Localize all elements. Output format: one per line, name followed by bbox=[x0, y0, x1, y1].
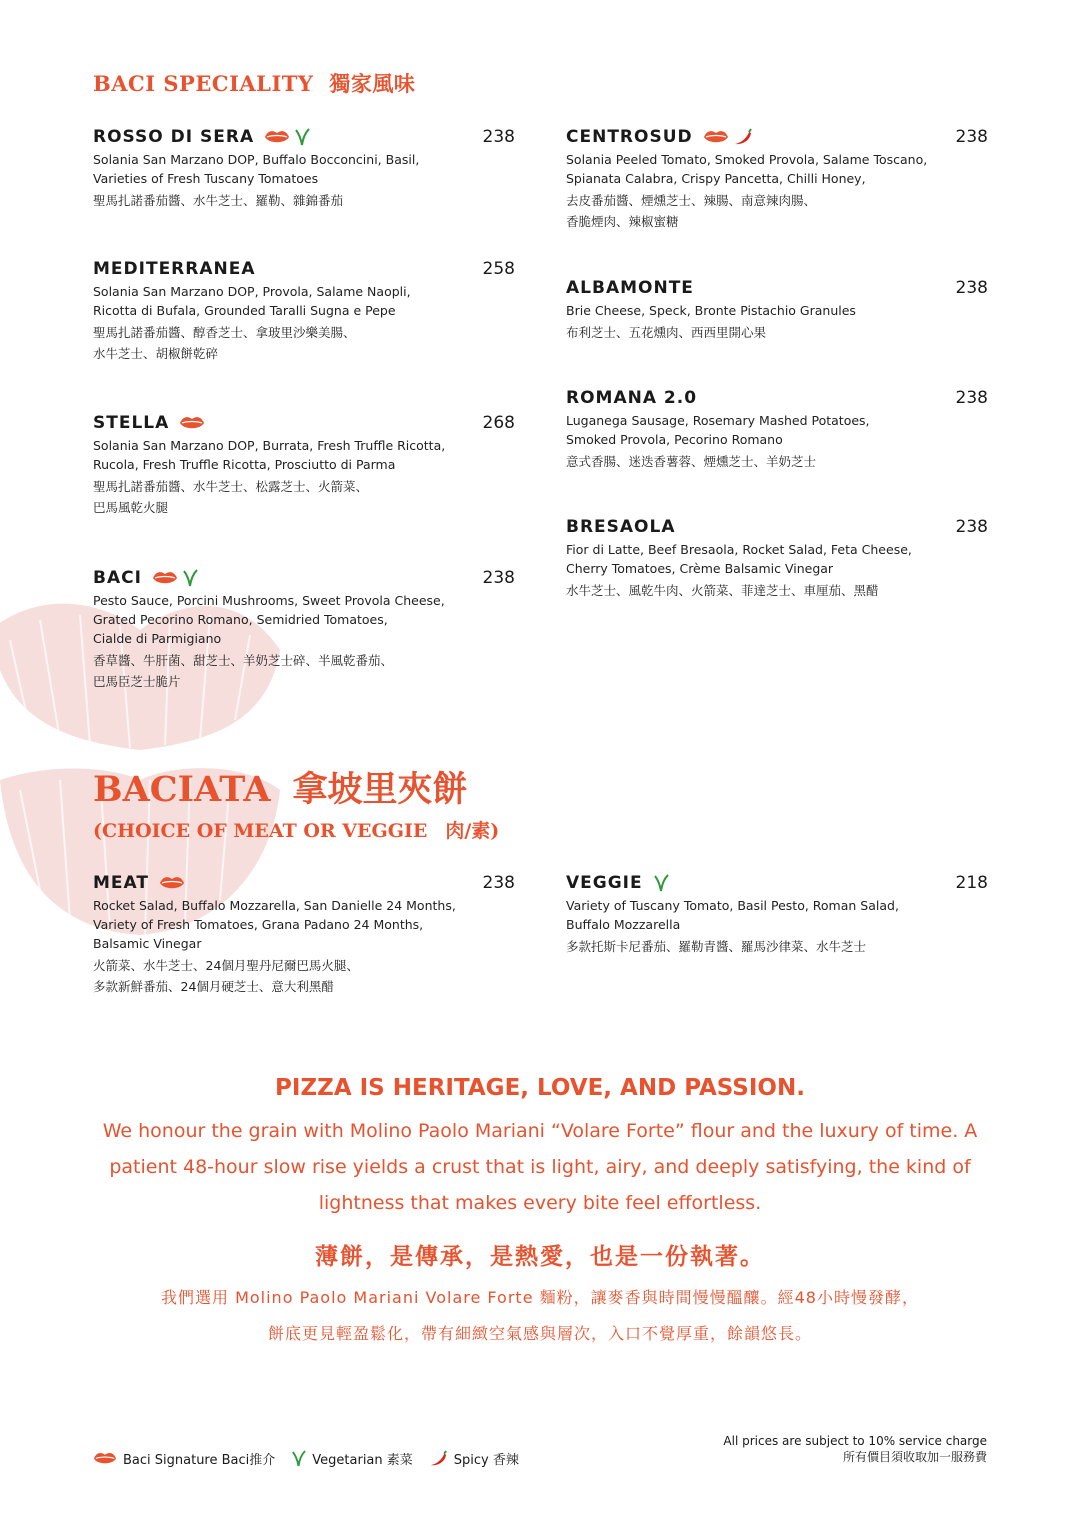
menu-item-meat bbox=[93, 871, 515, 997]
item-name: STELLA bbox=[93, 413, 170, 433]
chili-icon bbox=[733, 128, 753, 146]
leaf-icon bbox=[653, 874, 669, 892]
item-price: 238 bbox=[482, 873, 515, 893]
item-description-zh: 聖馬扎諾番茄醬、醇香芝士、拿玻里沙樂美腸、 水牛芝士、胡椒餅乾碎 bbox=[93, 325, 356, 361]
heritage-body: We honour the grain with Molino Paolo Mariani “Volare Forte” flour and the luxury of time. A patient 48-hour slow rise yields a crust that is light, airy, and deeply satisfying, the kind of lightness that makes every bite feel effortless. bbox=[102, 1120, 978, 1214]
menu-item-mediterranea bbox=[93, 257, 515, 364]
baciata-title bbox=[93, 762, 468, 812]
item-description: Solania San Marzano DOP, Provola, Salame Naopli, Ricotta di Bufala, Grounded Taralli Sugna e Pepe bbox=[93, 284, 411, 318]
lips-icon bbox=[152, 570, 178, 586]
lips-icon bbox=[93, 1451, 117, 1466]
chili-icon bbox=[429, 1450, 448, 1467]
item-description-zh: 去皮番茄醬、煙燻芝士、辣腸、南意辣肉腸、 香脆煙肉、辣椒蜜糖 bbox=[566, 193, 817, 229]
legend-signature bbox=[93, 1449, 275, 1468]
item-name: ALBAMONTE bbox=[566, 278, 694, 298]
heritage-body-zh-line1: 我們選用 Molino Paolo Mariani Volare Forte 麵粉，讓麥香與時間慢慢醞釀。經48小時慢發酵， bbox=[160, 1288, 919, 1307]
service-charge-zh: 所有價目須收取加一服務費 bbox=[842, 1450, 987, 1464]
item-description-zh: 火箭菜、水牛芝士、24個月聖丹尼爾巴馬火腿、 多款新鮮番茄、24個月硬芝士、意大利黑醋 bbox=[93, 958, 359, 994]
speciality-title-en: BACI SPECIALITY bbox=[93, 71, 314, 96]
leaf-icon bbox=[182, 569, 198, 587]
item-description: Variety of Tuscany Tomato, Basil Pesto, Roman Salad, Buffalo Mozzarella bbox=[566, 898, 899, 932]
item-name: VEGGIE bbox=[566, 873, 643, 893]
heritage-title-zh: 薄餅，是傳承，是熱愛，也是一份執著。 bbox=[315, 1244, 765, 1270]
item-price: 218 bbox=[955, 873, 988, 893]
lips-icon bbox=[264, 129, 290, 145]
menu-item-centrosud bbox=[566, 125, 988, 232]
item-description: Solania San Marzano DOP, Burrata, Fresh Truffle Ricotta, Rucola, Fresh Truffle Ricotta, Prosciutto di Parma bbox=[93, 438, 446, 472]
item-name: CENTROSUD bbox=[566, 127, 693, 147]
item-price: 238 bbox=[955, 517, 988, 537]
item-price: 238 bbox=[955, 388, 988, 408]
item-name: ROSSO DI SERA bbox=[93, 127, 255, 147]
item-price: 238 bbox=[955, 278, 988, 298]
item-description: Pesto Sauce, Porcini Mushrooms, Sweet Provola Cheese, Grated Pecorino Romano, Semidried Tomatoes, Cialde di Parmigiano bbox=[93, 593, 445, 646]
speciality-title bbox=[93, 68, 415, 98]
item-description: Fior di Latte, Beef Bresaola, Rocket Salad, Feta Cheese, Cherry Tomatoes, Crème Balsamic Vinegar bbox=[566, 542, 912, 576]
menu-item-stella bbox=[93, 411, 515, 518]
baciata-title-zh: 拿坡里夾餅 bbox=[292, 769, 468, 810]
item-price: 268 bbox=[482, 413, 515, 433]
item-price: 238 bbox=[482, 568, 515, 588]
item-description-zh: 聖馬扎諾番茄醬、水牛芝士、羅勒、雜錦番茄 bbox=[93, 193, 344, 208]
item-description: Rocket Salad, Buffalo Mozzarella, San Danielle 24 Months, Variety of Fresh Tomatoes, Grana Padano 24 Months, Balsamic Vinegar bbox=[93, 898, 456, 951]
baciata-subtitle bbox=[93, 816, 499, 843]
lips-icon bbox=[159, 875, 185, 891]
item-description-zh: 意式香腸、迷迭香薯蓉、煙燻芝士、羊奶芝士 bbox=[566, 454, 817, 469]
service-charge-note bbox=[723, 1433, 987, 1465]
item-description-zh: 布利芝士、五花燻肉、西西里開心果 bbox=[566, 325, 767, 340]
service-charge-en: All prices are subject to 10% service charge bbox=[723, 1434, 987, 1448]
legend-spicy bbox=[429, 1449, 519, 1468]
item-description-zh: 聖馬扎諾番茄醬、水牛芝士、松露芝士、火箭菜、 巴馬風乾火腿 bbox=[93, 479, 369, 515]
item-description-zh: 香草醬、牛肝菌、甜芝士、羊奶芝士碎、半風乾番茄、 巴馬臣芝士脆片 bbox=[93, 653, 394, 689]
item-name: ROMANA 2.0 bbox=[566, 388, 698, 408]
legend-signature-label: Baci Signature Baci推介 bbox=[123, 1453, 276, 1468]
speciality-title-zh: 獨家風味 bbox=[329, 71, 416, 96]
legend bbox=[93, 1449, 535, 1468]
menu-item-baci bbox=[93, 566, 515, 692]
heritage-title: PIZZA IS HERITAGE, LOVE, AND PASSION. bbox=[275, 1075, 805, 1101]
item-price: 258 bbox=[482, 259, 515, 279]
lips-icon bbox=[179, 415, 205, 431]
item-name: BRESAOLA bbox=[566, 517, 676, 537]
baciata-subtitle-en: (CHOICE OF MEAT OR VEGGIE bbox=[93, 820, 428, 842]
heritage-body-zh bbox=[0, 1280, 1080, 1352]
menu-item-veggie bbox=[566, 871, 988, 957]
menu-item-rosso-di-sera bbox=[93, 125, 515, 211]
item-price: 238 bbox=[482, 127, 515, 147]
lips-icon bbox=[703, 129, 729, 145]
menu-item-albamonte bbox=[566, 276, 988, 343]
item-description: Solania Peeled Tomato, Smoked Provola, Salame Toscano, Spianata Calabra, Crispy Pancetta, Chilli Honey, bbox=[566, 152, 928, 186]
item-name: BACI bbox=[93, 568, 142, 588]
legend-spicy-label: Spicy 香辣 bbox=[453, 1453, 519, 1468]
item-description-zh: 水牛芝士、風乾牛肉、火箭菜、菲達芝士、車厘茄、黑醋 bbox=[566, 583, 879, 598]
baciata-subtitle-zh: 肉/素) bbox=[445, 820, 500, 842]
legend-vegetarian-label: Vegetarian 素菜 bbox=[312, 1453, 413, 1468]
legend-vegetarian bbox=[291, 1449, 413, 1468]
item-price: 238 bbox=[955, 127, 988, 147]
item-description: Luganega Sausage, Rosemary Mashed Potatoes, Smoked Provola, Pecorino Romano bbox=[566, 413, 870, 447]
item-description: Brie Cheese, Speck, Bronte Pistachio Granules bbox=[566, 303, 856, 318]
item-description: Solania San Marzano DOP, Buffalo Bocconcini, Basil, Varieties of Fresh Tuscany Tomatoes bbox=[93, 152, 420, 186]
heritage-body-zh-line2: 餅底更見輕盈鬆化，帶有細緻空氣感與層次，入口不覺厚重，餘韻悠長。 bbox=[267, 1324, 812, 1343]
leaf-icon bbox=[294, 128, 310, 146]
item-name: MEDITERRANEA bbox=[93, 259, 256, 279]
item-description-zh: 多款托斯卡尼番茄、羅勒青醬、羅馬沙律菜、水牛芝士 bbox=[566, 939, 867, 954]
baciata-title-en: BACIATA bbox=[93, 769, 271, 810]
menu-item-romana bbox=[566, 386, 988, 472]
item-name: MEAT bbox=[93, 873, 149, 893]
menu-item-bresaola bbox=[566, 515, 988, 601]
leaf-icon bbox=[291, 1450, 306, 1467]
